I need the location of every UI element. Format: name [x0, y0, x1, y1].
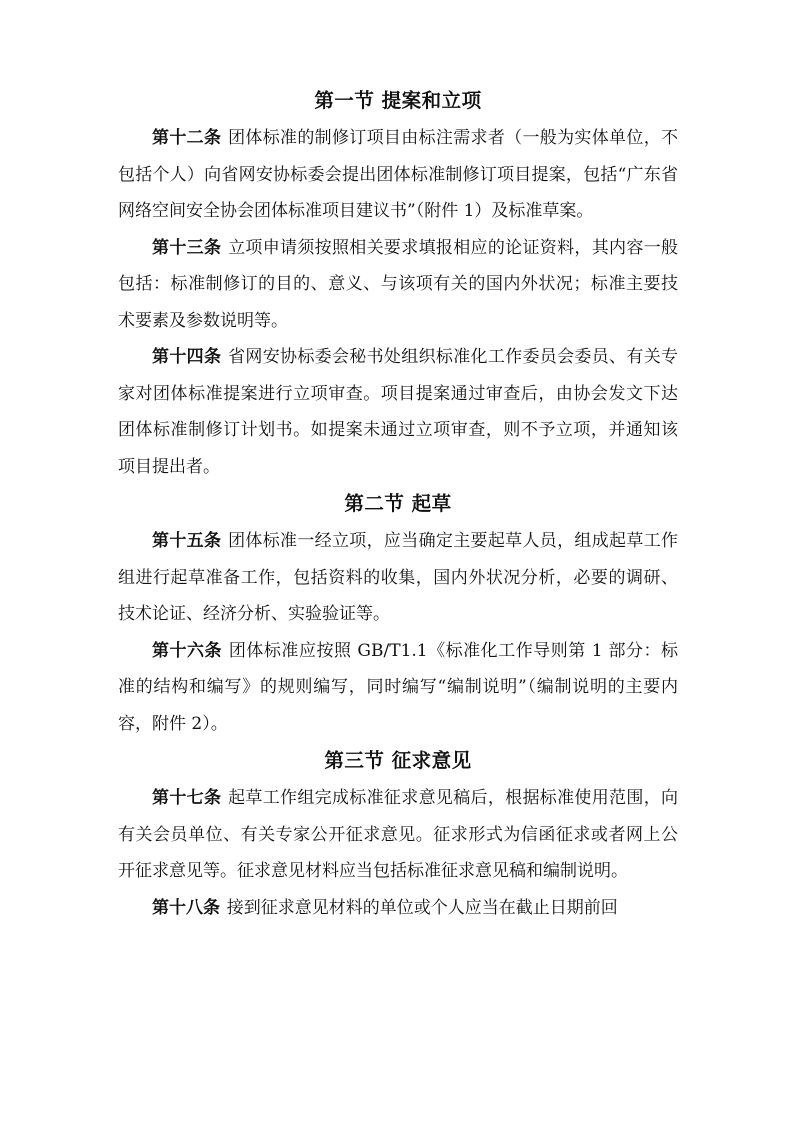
article-label: 第十四条	[152, 347, 222, 367]
article-text: 团体标准的制修订项目由标注需求者（一般为实体单位，不包括个人）向省网安协标委会提出团体标准制修订项目提案，包括“广东省网络空间安全协会团体标准项目建议书”（附件 1）及标准草案。	[118, 128, 679, 221]
article-label: 第十五条	[152, 531, 222, 551]
article-label: 第十六条	[152, 640, 223, 661]
article-label: 第十三条	[152, 237, 222, 258]
article-17	[118, 780, 678, 890]
article-18	[118, 890, 678, 927]
article-label: 第十七条	[152, 788, 222, 808]
article-text: 接到征求意见材料的单位或个人应当在截止日期前回	[226, 897, 618, 918]
article-15	[118, 523, 678, 633]
article-text: 省网安协标委会秘书处组织标准化工作委员会委员、有关专家对团体标准提案进行立项审查。项目提案通过审查后，由协会发文下达团体标准制修订计划书。如提案未通过立项审查，则不予立项，并通知该项目提出者。	[118, 347, 679, 477]
article-text: 团体标准一经立项，应当确定主要起草人员，组成起草工作组进行起草准备工作，包括资料的收集，国内外状况分析，必要的调研、技术论证、经济分析、实验验证等。	[118, 531, 679, 624]
article-14	[118, 339, 678, 485]
article-13	[118, 230, 678, 340]
document-body	[118, 82, 678, 926]
article-label: 第十二条	[152, 128, 222, 148]
article-text: 起草工作组完成标准征求意见稿后，根据标准使用范围，向有关会员单位、有关专家公开征求意见。征求形式为信函征求或者网上公开征求意见等。征求意见材料应当包括标准征求意见稿和编制说明。	[118, 788, 679, 881]
section-title-1: 第一节 提案和立项	[314, 89, 482, 112]
section-title-2: 第二节 起草	[344, 492, 452, 515]
article-label: 第十八条	[152, 897, 220, 918]
article-text: 团体标准应按照 GB/T1.1《标准化工作导则第 1 部分：标准的结构和编写》的规则编写，同时编写“编制说明”（编制说明的主要内容，附件 2）。	[118, 640, 679, 734]
article-16	[118, 633, 678, 743]
article-text: 立项申请须按照相关要求填报相应的论证资料，其内容一般包括：标准制修订的目的、意义、与该项有关的国内外状况；标准主要技术要素及参数说明等。	[118, 237, 679, 331]
section-title-3: 第三节 征求意见	[324, 749, 472, 772]
article-12	[118, 120, 678, 230]
